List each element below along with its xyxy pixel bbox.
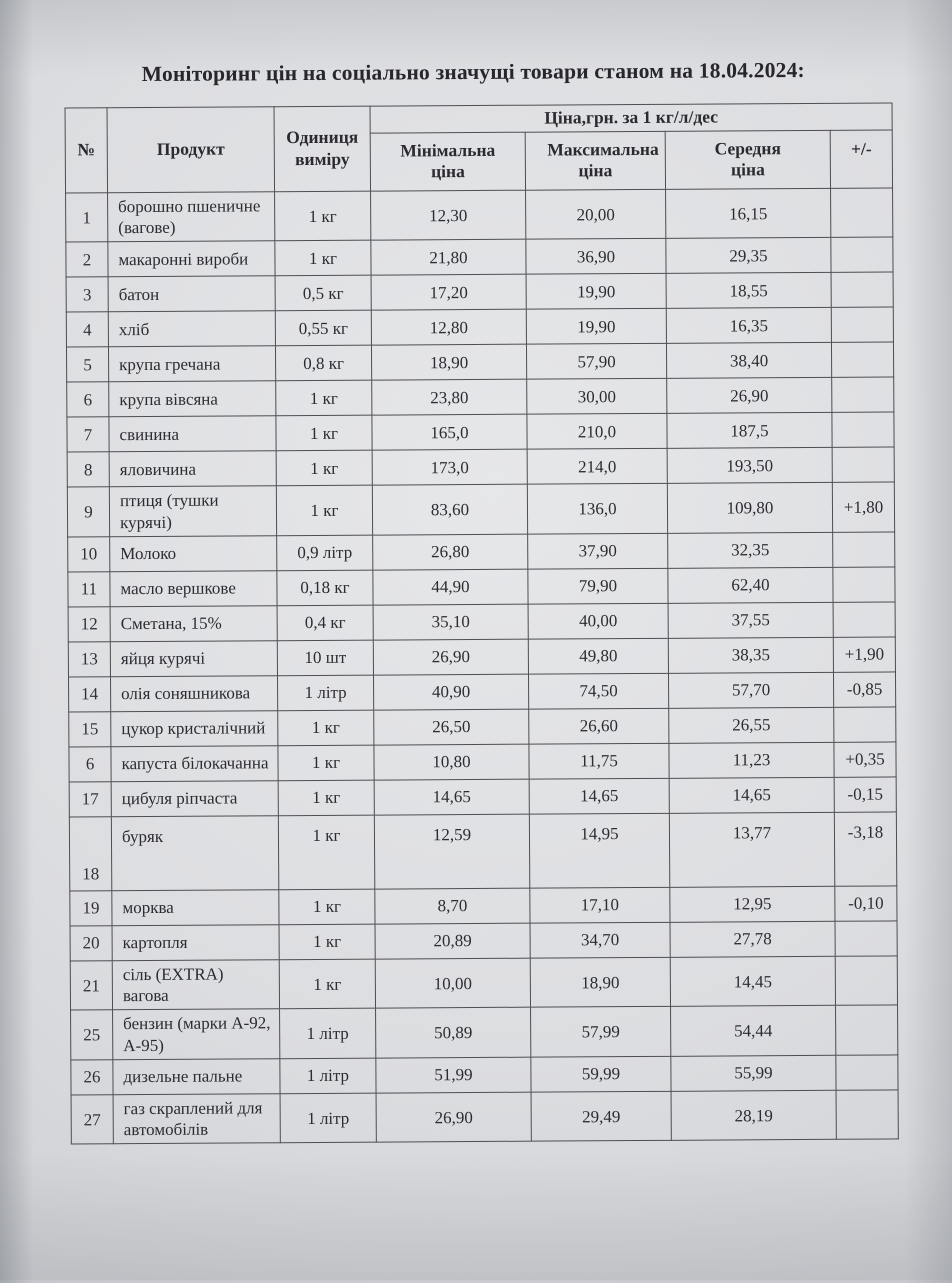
header-price-group: Ціна,грн. за 1 кг/л/дес: [370, 103, 892, 133]
header-avg-price: Середня ціна: [665, 130, 830, 189]
cell-avg: 55,99: [671, 1055, 836, 1091]
cell-product: хліб: [108, 311, 275, 347]
table-row: [68, 567, 895, 607]
cell-max: 17,10: [530, 887, 670, 923]
cell-product: олія соняшникова: [110, 676, 277, 712]
table-row: [68, 637, 895, 677]
cell-unit: 1 кг: [276, 381, 372, 417]
cell-min: 10,80: [374, 744, 529, 780]
cell-unit: 1 кг: [278, 815, 374, 890]
cell-delta: [831, 342, 893, 377]
cell-product: борошно пшеничне (вагове): [108, 192, 275, 243]
table-row: [71, 1005, 898, 1060]
cell-avg: 26,90: [667, 378, 832, 414]
cell-product: цукор кристалічний: [111, 711, 278, 747]
cell-num: 13: [68, 642, 110, 677]
cell-num: 11: [68, 572, 110, 607]
cell-num: 14: [68, 677, 110, 712]
table-row: [66, 307, 893, 347]
cell-unit: 1 кг: [276, 486, 372, 536]
cell-product: макаронні вироби: [108, 241, 275, 277]
cell-num: 18: [69, 817, 111, 891]
cell-num: 2: [66, 242, 108, 277]
cell-delta: [834, 707, 896, 742]
cell-unit: 10 шт: [277, 640, 373, 676]
table-row: [69, 777, 896, 817]
cell-unit: 1 літр: [280, 1093, 376, 1143]
cell-avg: 11,23: [669, 742, 834, 778]
table-row: [70, 956, 897, 1011]
table-row: [67, 412, 894, 452]
cell-max: 79,90: [528, 568, 668, 604]
cell-avg: 62,40: [668, 567, 833, 603]
cell-min: 26,80: [373, 534, 528, 570]
cell-unit: 0,8 кг: [275, 346, 371, 382]
cell-avg: 16,35: [666, 308, 831, 344]
cell-unit: 1 літр: [280, 1058, 376, 1094]
cell-max: 214,0: [527, 449, 667, 485]
cell-delta: [831, 272, 893, 307]
cell-unit: 1 кг: [278, 780, 374, 816]
cell-delta: -0,85: [833, 672, 895, 707]
cell-delta: -3,18: [834, 812, 896, 886]
cell-max: 14,65: [529, 778, 669, 814]
cell-num: 26: [71, 1060, 113, 1095]
cell-max: 18,90: [530, 957, 670, 1007]
cell-delta: [836, 1005, 898, 1055]
cell-delta: [836, 1055, 898, 1090]
cell-max: 49,80: [528, 638, 668, 674]
cell-product: сіль (EXTRA) вагова: [112, 960, 279, 1011]
cell-num: 25: [71, 1010, 113, 1060]
header-number: №: [65, 108, 108, 193]
cell-min: 12,80: [371, 310, 526, 346]
cell-avg: 27,78: [670, 921, 835, 957]
cell-delta: [832, 377, 894, 412]
cell-num: 27: [71, 1095, 113, 1145]
cell-unit: 1 кг: [278, 710, 374, 746]
cell-unit: 0,55 кг: [275, 311, 371, 347]
cell-min: 8,70: [375, 888, 530, 924]
cell-delta: +0,35: [834, 742, 896, 777]
cell-min: 20,89: [375, 923, 530, 959]
cell-product: масло вершкове: [110, 571, 277, 607]
table-row: [68, 532, 895, 572]
table-row: [66, 272, 893, 312]
cell-product: морква: [112, 890, 279, 926]
cell-max: 34,70: [530, 922, 670, 958]
cell-unit: 0,9 літр: [277, 535, 373, 571]
cell-max: 59,99: [531, 1056, 671, 1092]
cell-delta: [836, 1090, 898, 1140]
cell-min: 26,50: [374, 709, 529, 745]
cell-avg: 14,65: [669, 777, 834, 813]
cell-avg: 193,50: [667, 448, 832, 484]
cell-num: 10: [68, 537, 110, 572]
table-row: [66, 188, 893, 243]
page-title: Моніторинг цін на соціально значущі товари станом на 18.04.2024:: [141, 57, 805, 87]
cell-delta: [832, 412, 894, 447]
cell-product: бензин (марки А-92, А-95): [113, 1009, 280, 1060]
cell-num: 7: [67, 417, 109, 452]
cell-max: 57,99: [531, 1007, 671, 1057]
cell-product: газ скраплений для автомобілів: [113, 1094, 280, 1145]
cell-unit: 0,5 кг: [275, 276, 371, 312]
cell-delta: [831, 307, 893, 342]
cell-max: 37,90: [528, 533, 668, 569]
table-row: [69, 742, 896, 782]
table-row: [71, 1055, 898, 1095]
cell-min: 12,59: [374, 814, 529, 889]
cell-num: 6: [67, 382, 109, 417]
table-row: [67, 377, 894, 417]
cell-avg: 109,80: [667, 483, 832, 534]
cell-max: 57,90: [526, 344, 666, 380]
table-row: [68, 672, 895, 712]
cell-avg: 38,40: [666, 343, 831, 379]
table-row: [67, 482, 894, 537]
cell-product: птиця (тушки курячі): [109, 486, 276, 537]
cell-min: 10,00: [375, 958, 530, 1008]
cell-max: 136,0: [527, 484, 667, 534]
table-row: [66, 342, 893, 382]
header-unit: Одиниця виміру: [274, 106, 371, 191]
cell-product: дизельне пальне: [113, 1059, 280, 1095]
cell-unit: 0,4 кг: [277, 605, 373, 641]
cell-delta: [833, 567, 895, 602]
cell-avg: 12,95: [670, 886, 835, 922]
cell-product: буряк: [111, 816, 278, 891]
cell-max: 26,60: [529, 708, 669, 744]
table-row: [70, 886, 897, 926]
cell-max: 19,90: [526, 309, 666, 345]
cell-num: 19: [70, 891, 112, 926]
cell-max: 74,50: [528, 673, 668, 709]
table-row: [69, 707, 896, 747]
cell-delta: [832, 447, 894, 482]
cell-avg: 57,70: [668, 672, 833, 708]
cell-avg: 54,44: [671, 1006, 836, 1057]
cell-delta: [833, 602, 895, 637]
header-max-price: Максимальна ціна: [525, 131, 665, 190]
cell-num: 4: [66, 312, 108, 347]
cell-min: 173,0: [372, 450, 527, 486]
cell-min: 83,60: [372, 485, 527, 535]
cell-avg: 28,19: [671, 1090, 836, 1141]
cell-min: 165,0: [372, 415, 527, 451]
table-body: [66, 188, 899, 1145]
cell-unit: 0,18 кг: [277, 570, 373, 606]
cell-max: 20,00: [526, 189, 666, 239]
cell-unit: 1 літр: [277, 675, 373, 711]
cell-num: 1: [66, 193, 108, 243]
cell-product: картопля: [112, 925, 279, 961]
cell-min: 40,90: [373, 674, 528, 710]
cell-unit: 1 кг: [279, 924, 375, 960]
cell-num: 8: [67, 452, 109, 487]
cell-delta: [831, 188, 893, 238]
cell-num: 20: [70, 926, 112, 961]
cell-avg: 16,15: [666, 188, 831, 239]
table-row: [69, 812, 896, 891]
cell-num: 6: [69, 747, 111, 782]
header-min-price: Мінімальна ціна: [370, 132, 525, 191]
cell-product: крупа вівсяна: [109, 381, 276, 417]
cell-unit: 1 кг: [278, 745, 374, 781]
table-row: [68, 602, 895, 642]
cell-min: 51,99: [376, 1057, 531, 1093]
cell-product: Сметана, 15%: [110, 606, 277, 642]
cell-delta: [833, 532, 895, 567]
cell-unit: 1 кг: [276, 416, 372, 452]
header-product: Продукт: [107, 107, 275, 193]
cell-product: свинина: [109, 416, 276, 452]
price-monitoring-table: [65, 102, 899, 1144]
cell-min: 26,90: [376, 1092, 531, 1142]
cell-avg: 32,35: [668, 532, 833, 568]
cell-delta: [835, 956, 897, 1006]
cell-num: 17: [69, 782, 111, 817]
cell-delta: -0,10: [835, 886, 897, 921]
cell-max: 210,0: [527, 414, 667, 450]
cell-num: 12: [68, 607, 110, 642]
cell-unit: 1 кг: [279, 959, 375, 1009]
cell-avg: 187,5: [667, 413, 832, 449]
cell-delta: -0,15: [834, 777, 896, 812]
cell-product: цибуля ріпчаста: [111, 781, 278, 817]
cell-min: 26,90: [373, 639, 528, 675]
table-row: [66, 237, 893, 277]
cell-min: 21,80: [371, 240, 526, 276]
cell-delta: +1,80: [832, 482, 894, 532]
cell-avg: 29,35: [666, 238, 831, 274]
cell-product: Молоко: [110, 536, 277, 572]
cell-num: 3: [66, 277, 108, 312]
cell-delta: [831, 237, 893, 272]
cell-min: 35,10: [373, 604, 528, 640]
cell-unit: 1 кг: [276, 451, 372, 487]
cell-max: 29,49: [531, 1091, 671, 1141]
cell-delta: [835, 921, 897, 956]
cell-unit: 1 кг: [275, 241, 371, 277]
cell-num: 5: [66, 347, 108, 382]
cell-max: 11,75: [529, 743, 669, 779]
cell-max: 36,90: [526, 239, 666, 275]
cell-num: 15: [69, 712, 111, 747]
cell-unit: 1 кг: [275, 191, 371, 241]
cell-unit: 1 кг: [279, 889, 375, 925]
cell-max: 40,00: [528, 603, 668, 639]
cell-avg: 37,55: [668, 602, 833, 638]
cell-avg: 38,35: [668, 637, 833, 673]
cell-product: батон: [108, 276, 275, 312]
cell-max: 30,00: [527, 379, 667, 415]
cell-unit: 1 літр: [280, 1008, 376, 1058]
cell-max: 14,95: [529, 813, 669, 888]
cell-product: яловичина: [109, 451, 276, 487]
cell-product: капуста білокачанна: [111, 746, 278, 782]
cell-avg: 26,55: [669, 707, 834, 743]
cell-min: 44,90: [373, 569, 528, 605]
cell-min: 12,30: [371, 190, 526, 240]
cell-product: крупа гречана: [108, 346, 275, 382]
cell-min: 17,20: [371, 275, 526, 311]
cell-min: 50,89: [376, 1008, 531, 1058]
header-delta: +/-: [830, 130, 892, 188]
cell-min: 23,80: [372, 380, 527, 416]
cell-min: 18,90: [371, 345, 526, 381]
cell-num: 21: [70, 961, 112, 1011]
cell-max: 19,90: [526, 274, 666, 310]
cell-product: яйця курячі: [110, 641, 277, 677]
table-row: [70, 921, 897, 961]
table-row: [67, 447, 894, 487]
cell-avg: 14,45: [670, 956, 835, 1007]
cell-num: 9: [67, 487, 109, 537]
cell-min: 14,65: [374, 779, 529, 815]
cell-avg: 13,77: [669, 812, 834, 887]
table-row: [71, 1090, 898, 1145]
cell-avg: 18,55: [666, 273, 831, 309]
cell-delta: +1,90: [833, 637, 895, 672]
